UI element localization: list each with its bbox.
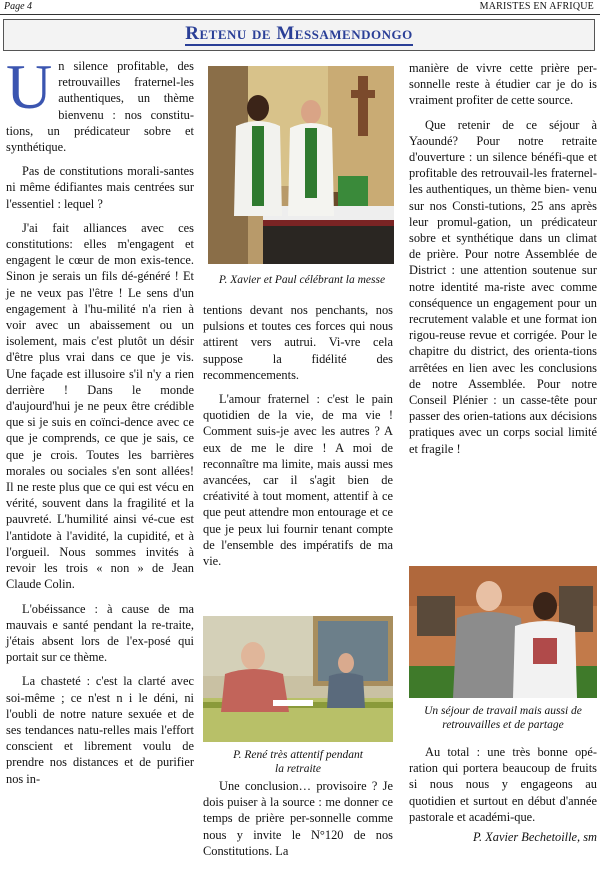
paragraph: tentions devant nos penchants, nos pulsions et toutes ces forces qui nous attirent vers autrui. Vi-vre cela suppose la fidélité des recommencements.: [203, 303, 393, 382]
photo-rene: [203, 616, 393, 742]
paragraph: Une conclusion… provisoire ? Je dois puiser à la source : me donner ce temps de prière per-sonnelle comme nous y invite le N°120 de nos Constitutions. La: [203, 779, 393, 858]
text-column-2-bottom: [203, 778, 393, 859]
paragraph: Pas de constitutions morali-santes ni même édifiantes mais centrées sur l'essentiel : lequel ?: [6, 164, 194, 211]
paragraph: Au total : une très bonne opé-ration qui portera beaucoup de fruits si nous nous y engageons au quotidien et surtout en début d'année pastorale et académi-que.: [409, 745, 597, 824]
paragraph: J'ai fait alliances avec ces constitutions: elles m'engagent et engagent le cœur de mon exis-tence. Sinon je serais un fils dé-généré ! Et je ne veux pas l'être ! Le sens d'un engagement à l'hu-milité n'a rien à voir avec un abaissement ou un isolement, mais c'est plutôt un désir d'être plus vrai dans ce que je vis. Une façade est illusoire s'il n'y a rien derrière ! Dans le monde d'aujourd'hui je ne peux être crédible que si je suis en coïnci-dence avec ce que je comprends, ce que je sais, ce que je crois. Toutes les barrières morales ou sociales s'en sont allées! Il ne reste plus que ce qui est vécu en vérité, souvent dans la fragilité et la pauvreté. L'humilité ainsi vé-cue est l'antidote à l'avidité, la cupidité, et à l'orgueil. Nous sommes invités à revoir les trois « non » de Jean Claude Colin.: [6, 220, 194, 592]
caption-two-men-line2: retrouvailles et de partage: [442, 719, 564, 731]
article-title: Retenu de Messamendongo: [185, 23, 413, 44]
drop-cap: U: [6, 51, 53, 122]
page-header: [0, 0, 600, 16]
magazine-title: MARISTES EN AFRIQUE: [479, 1, 594, 12]
text-column-2: [203, 302, 393, 577]
paragraph: manière de vivre cette prière per-sonnelle reste à étudier car je do is vraiment profiter de cette source.: [409, 61, 597, 108]
two-men-photo-illustration: [409, 566, 597, 698]
caption-rene: [203, 748, 393, 776]
text-column-3: [409, 60, 597, 465]
author-signature: P. Xavier Bechetoille, sm: [473, 830, 597, 845]
text-column-1: [6, 51, 194, 787]
paragraph: L'amour fraternel : c'est le pain quotidien de la vie, de ma vie ! Comment suis-je avec les autres ? A eux de me le dire ! A moi de reconnaître ma limite, mais aussi mes avancées, car il s'agit bien de créativité à tout moment, attentif à ce que peut attendre mon entourage et ce que je peux lui fournir tenant compte de l'ensemble des impératifs de ma vie.: [203, 392, 393, 569]
caption-rene-line1: P. René très attentif pendant: [233, 749, 363, 761]
paragraph-intro: [6, 51, 194, 155]
article-title-box: [3, 19, 595, 51]
page-number: Page 4: [4, 1, 33, 12]
caption-two-men: [409, 704, 597, 732]
caption-mass: P. Xavier et Paul célébrant la messe: [218, 274, 386, 286]
caption-two-men-line1: Un séjour de travail mais aussi de: [424, 705, 582, 717]
intro-text: n silence profitable, des retrouvailles fraternel-les authentiques, un thème bienvenu : nos constitu-tions, un prédicateur sobre et synthétique.: [6, 59, 194, 155]
photo-mass: [208, 66, 394, 264]
paragraph: La chasteté : c'est la clarté avec soi-même ; ce n'est n i le déni, ni l'oubli de notre nature sexuée et de ses tendances natu-relles mais l'effort conscient et librement voulu de prendre nos distances et de purifier nos in-: [6, 674, 194, 786]
paragraph: Que retenir de ce séjour à Yaoundé? Pour notre retraite d'ouverture : un silence bénéfi-que et profitable des retrouvail-les fraternel- les authentiques, un thème bien- venu sur nos Consti-tutions, 25 ans après leur promul-gation, un prédicateur sobre et synthétique dans un climat de prière. Pour notre Assemblée de District : une attention soutenue sur notre identité ma-riste avec comme conséquence un engagement pour un recrutement valable et une format ion rigou-reuse revue et corrigée. Pour le chapitre du district, des orienta-tions arrêtées en lien avec les conclusions de notre Assemblée. Pour notre Conseil Plénier : un casse-tête pour passer des orien-tations aux décisions pratiques avec un corps social limité et fragile !: [409, 117, 597, 456]
paragraph: L'obéissance : à cause de ma mauvais e santé pendant la re-traite, j'étais absent lors de l'ex-posé qui portait sur ce thème.: [6, 601, 194, 665]
rene-photo-illustration: [203, 616, 393, 742]
text-column-3-bottom: [409, 744, 597, 845]
mass-photo-illustration: [208, 66, 394, 264]
photo-two-men: [409, 566, 597, 698]
caption-rene-line2: la retraite: [275, 763, 321, 775]
header-divider: [0, 14, 600, 15]
